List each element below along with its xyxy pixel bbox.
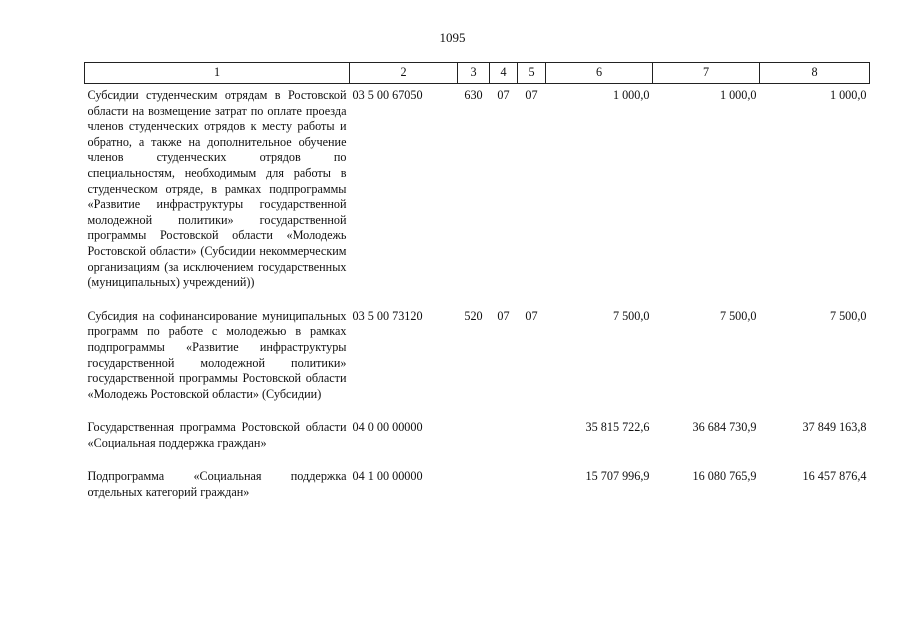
column-header: 7 xyxy=(653,63,760,84)
row-col4 xyxy=(490,465,518,514)
budget-table xyxy=(84,62,870,515)
row-value-7: 36 684 730,9 xyxy=(692,420,757,435)
row-col5: 07 xyxy=(525,308,538,323)
row-col3: 520 xyxy=(464,308,483,323)
row-code: 03 5 00 67050 xyxy=(352,88,423,102)
row-value-6: 35 815 722,6 xyxy=(585,420,650,435)
row-col4: 07 xyxy=(497,308,510,323)
row-col3: 630 xyxy=(464,88,483,102)
row-col4: 07 xyxy=(497,88,510,102)
row-col3 xyxy=(458,416,490,465)
row-value-7: 16 080 765,9 xyxy=(692,469,757,484)
row-description: Субсидии студенческим отрядам в Ростовской области на возмещение затрат по оплате проезда членов студенческих отрядов к месту работы и обратно, а также на дополнительное обучение членов студенческих отрядов по специальностям, необходимым для работы в студенческом отряде, в рамках подпрограммы «Развитие инфраструктуры государственной молодежной политики» государственной программы Ростовской области «Молодежь Ростовской области» (Субсидии некоммерческим организациям (за исключением государственных (муниципальных) учреждений)) xyxy=(87,88,347,290)
column-header: 5 xyxy=(518,63,546,84)
row-value-8: 37 849 163,8 xyxy=(802,420,867,435)
row-description: Государственная программа Ростовской области «Социальная поддержка граждан» xyxy=(87,420,347,450)
row-col5 xyxy=(518,465,546,514)
table-row xyxy=(85,305,870,417)
column-header: 1 xyxy=(85,63,350,84)
row-value-6: 1 000,0 xyxy=(612,88,650,102)
row-col4 xyxy=(490,416,518,465)
header-row xyxy=(85,63,870,84)
row-code: 03 5 00 73120 xyxy=(352,308,423,323)
column-header: 6 xyxy=(546,63,653,84)
row-value-7: 7 500,0 xyxy=(719,308,757,323)
column-header: 2 xyxy=(350,63,458,84)
row-value-8: 1 000,0 xyxy=(829,88,867,102)
row-col3 xyxy=(458,465,490,514)
row-value-8: 16 457 876,4 xyxy=(802,469,867,484)
row-value-8: 7 500,0 xyxy=(829,308,867,323)
page-number: 1095 xyxy=(439,30,466,45)
row-col5: 07 xyxy=(525,88,538,102)
row-value-6: 7 500,0 xyxy=(612,308,650,323)
row-description: Подпрограмма «Социальная поддержка отдельных категорий граждан» xyxy=(87,469,347,500)
table-row xyxy=(85,416,870,465)
column-header: 3 xyxy=(458,63,490,84)
table-row xyxy=(85,465,870,514)
row-value-7: 1 000,0 xyxy=(719,88,757,102)
table-row xyxy=(85,84,870,305)
row-code: 04 0 00 00000 xyxy=(352,420,423,435)
column-header: 4 xyxy=(490,63,518,84)
row-description: Субсидия на софинансирование муниципальных программ по работе с молодежью в рамках подпрограммы «Развитие инфраструктуры государственной молодежной политики» государственной программы Ростовской области «Молодежь Ростовской области» (Субсидии) xyxy=(87,308,347,401)
column-header: 8 xyxy=(760,63,870,84)
row-value-6: 15 707 996,9 xyxy=(585,469,650,484)
row-code: 04 1 00 00000 xyxy=(352,469,423,484)
row-col5 xyxy=(518,416,546,465)
